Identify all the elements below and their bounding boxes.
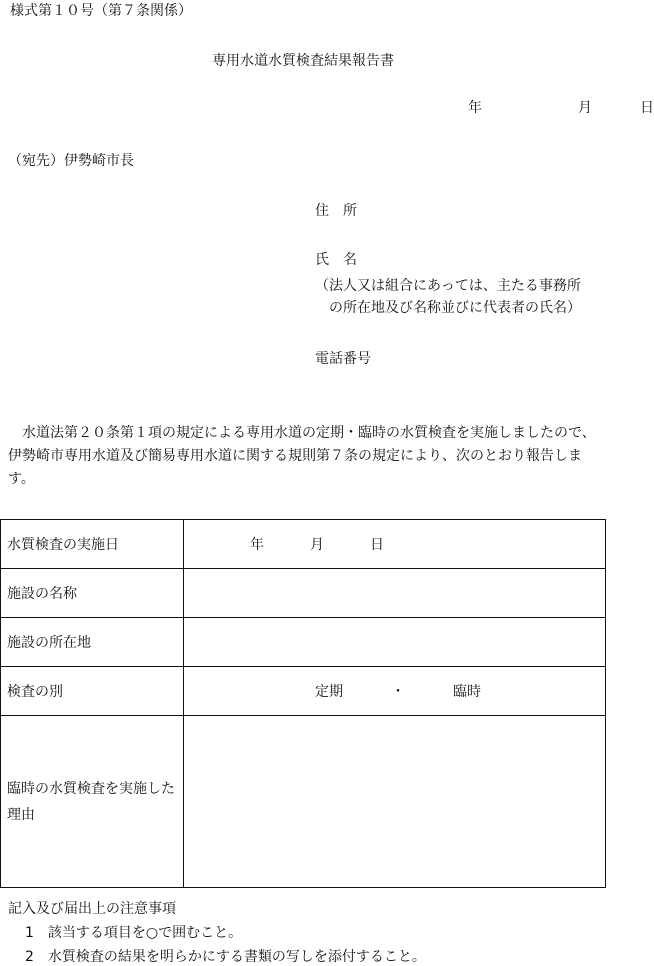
name-note-line-2: の所在地及び名称並びに代表者の氏名） (315, 300, 581, 316)
inspection-date-field[interactable] (184, 520, 606, 569)
facility-name-field[interactable] (184, 569, 606, 618)
facility-location-label: 施設の所在地 (1, 618, 184, 667)
inspection-type-field[interactable] (184, 667, 606, 716)
table-row (1, 667, 606, 716)
table-row (1, 716, 606, 888)
date-day: 日 (640, 100, 654, 116)
inspection-type-extraordinary[interactable]: 臨時 (453, 684, 481, 700)
document-title: 専用水道水質検査結果報告書 (212, 53, 394, 69)
extraordinary-reason-field[interactable] (184, 716, 606, 888)
note-item: 1 該当する項目を○で囲むこと。 (25, 925, 243, 941)
form-number: 様式第１０号（第７条関係） (10, 3, 192, 19)
table-row (1, 569, 606, 618)
facility-name-label: 施設の名称 (1, 569, 184, 618)
inspection-date-day: 日 (370, 537, 384, 553)
address-label: 住 所 (315, 203, 357, 219)
note-item: 2 水質検査の結果を明らかにする書類の写しを添付すること。 (25, 949, 426, 965)
facility-location-field[interactable] (184, 618, 606, 667)
inspection-type-label: 検査の別 (1, 667, 184, 716)
inspection-date-label: 水質検査の実施日 (1, 520, 184, 569)
date-month: 月 (578, 100, 592, 116)
name-note-line-1: （法人又は組合にあっては、主たる事務所 (315, 278, 581, 294)
table-row (1, 520, 606, 569)
inspection-type-regular[interactable]: 定期 (315, 684, 343, 700)
phone-label: 電話番号 (315, 351, 371, 367)
extraordinary-reason-label: 臨時の水質検査を実施した理由 (1, 716, 184, 888)
inspection-date-month: 月 (310, 537, 324, 553)
addressee: （宛先）伊勢崎市長 (8, 153, 134, 169)
report-body-text: 水道法第２０条第１項の規定による専用水道の定期・臨時の水質検査を実施しましたので、伊勢崎市専用水道及び簡易専用水道に関する規則第７条の規定により、次のとおり報告します。 (8, 425, 596, 487)
inspection-table (0, 519, 606, 888)
table-row (1, 618, 606, 667)
notes-title: 記入及び届出上の注意事項 (8, 901, 176, 917)
name-label: 氏 名 (315, 252, 357, 268)
report-date (468, 97, 654, 117)
inspection-type-separator: ・ (391, 684, 405, 700)
inspection-date-year: 年 (250, 537, 264, 553)
date-year: 年 (468, 100, 482, 116)
